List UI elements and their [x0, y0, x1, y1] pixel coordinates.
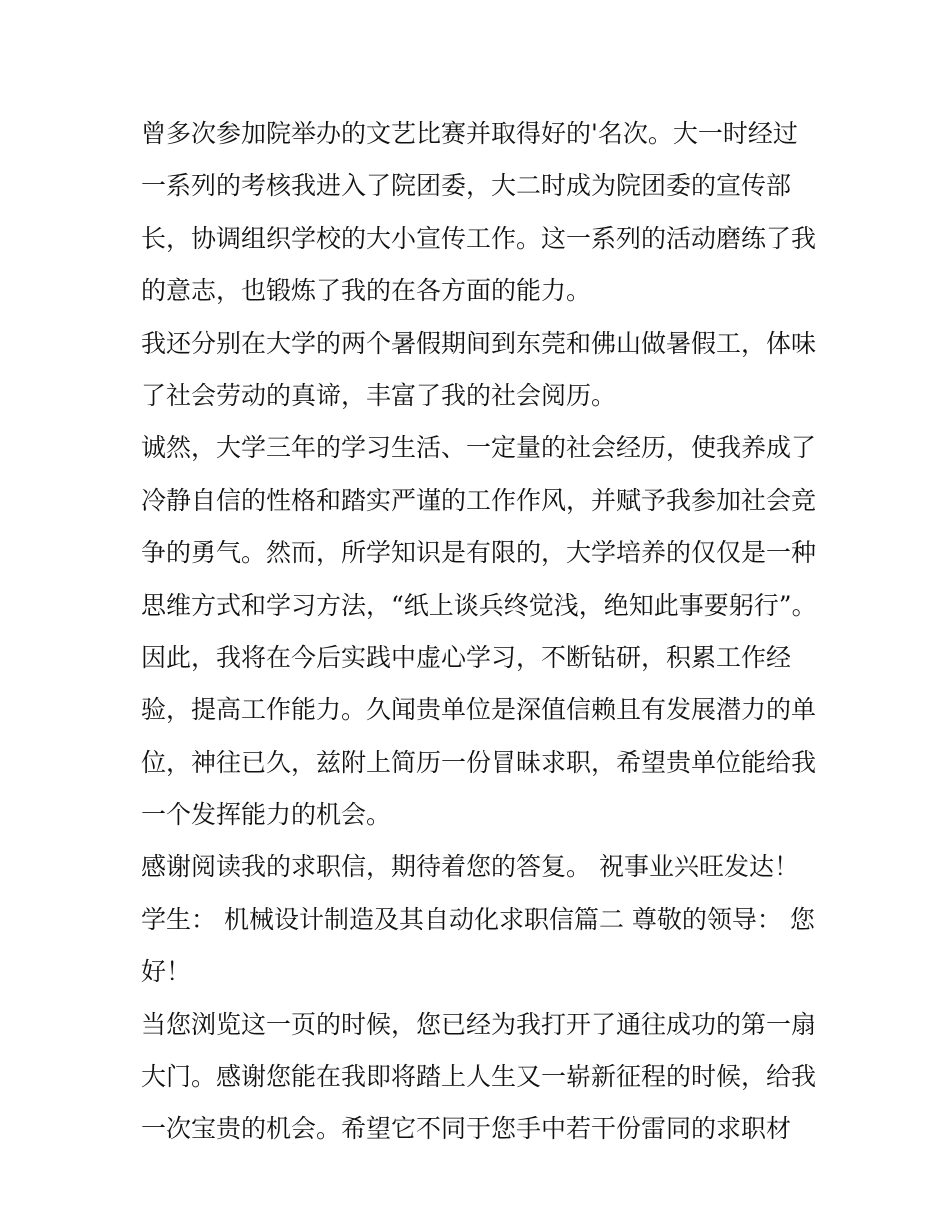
text-line: 位，神往已久，兹附上简历一份冒昧求职，希望贵单位能给我	[141, 747, 817, 777]
text-line: 的意志，也锻炼了我的在各方面的能力。	[141, 276, 592, 306]
text-line: 因此，我将在今后实践中虚心学习，不断钻研，积累工作经	[141, 642, 792, 672]
text-line: 了社会劳动的真谛，丰富了我的社会阅历。	[141, 380, 617, 410]
text-line: 诚然，大学三年的学习生活、一定量的社会经历，使我养成了	[141, 433, 817, 463]
text-line: 一个发挥能力的机会。	[141, 800, 392, 830]
text-line: 曾多次参加院举办的文艺比赛并取得好的'名次。大一时经过	[141, 119, 798, 148]
text-line: 学生： 机械设计制造及其自动化求职信篇二 尊敬的领导： 您	[141, 904, 815, 934]
text-line: 一次宝贵的机会。希望它不同于您手中若干份雷同的求职材	[141, 1114, 792, 1144]
text-line: 大门。感谢您能在我即将踏上人生又一崭新征程的时候，给我	[141, 1062, 817, 1092]
text-line: 一系列的考核我进入了院团委，大二时成为院团委的宣传部	[141, 171, 792, 201]
text-line: 思维方式和学习方法，“纸上谈兵终觉浅，绝知此事要躬行”。	[141, 590, 817, 620]
text-line: 验，提高工作能力。久闻贵单位是深值信赖且有发展潜力的单	[141, 695, 817, 725]
text-line: 争的勇气。然而，所学知识是有限的，大学培养的仅仅是一种	[141, 538, 817, 568]
text-line: 冷静自信的性格和踏实严谨的工作作风，并赋予我参加社会竞	[141, 485, 817, 515]
text-line: 感谢阅读我的求职信，期待着您的答复。 祝事业兴旺发达！	[141, 852, 799, 882]
text-line: 我还分别在大学的两个暑假期间到东莞和佛山做暑假工，体味	[141, 328, 817, 358]
text-line: 好！	[141, 957, 192, 987]
text-line: 当您浏览这一页的时候，您已经为我打开了通往成功的第一扇	[141, 1009, 817, 1039]
text-line: 长，协调组织学校的大小宣传工作。这一系列的活动磨练了我	[141, 223, 817, 253]
document-body	[141, 108, 821, 1156]
